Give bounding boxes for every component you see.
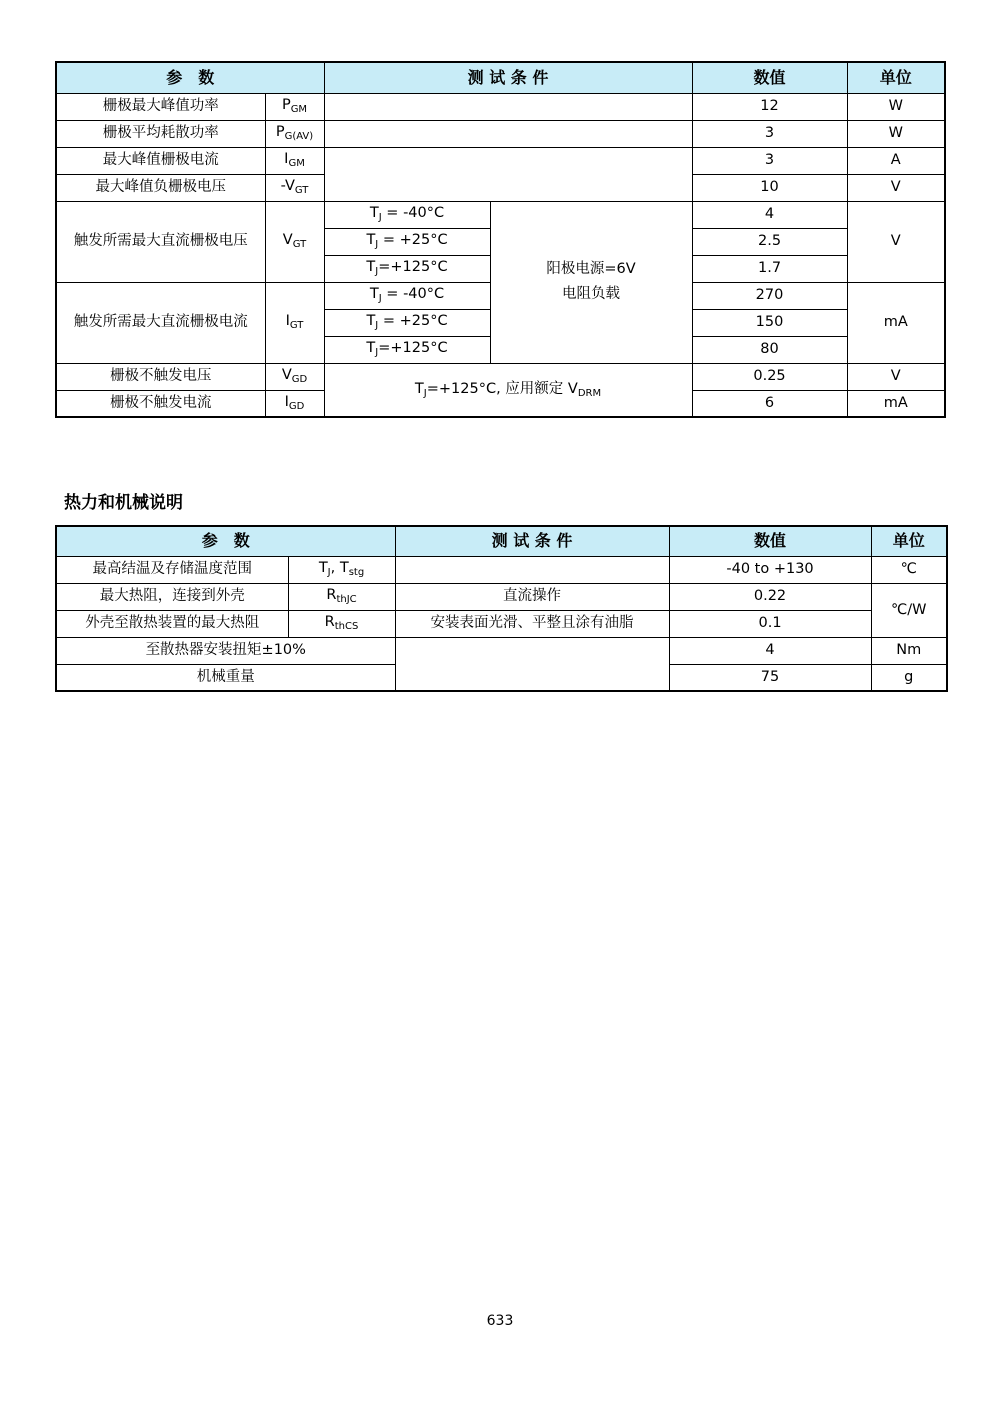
param-name: 栅极平均耗散功率 bbox=[56, 120, 265, 147]
param-value: 12 bbox=[692, 93, 847, 120]
temperature-condition: $T_J=+125^\circ C$ bbox=[324, 255, 490, 282]
param-symbol: $T_J$, $T_{stg}$ bbox=[288, 556, 395, 583]
table-row bbox=[56, 610, 947, 637]
param-unit: Nm bbox=[871, 637, 947, 664]
param-value: 3 bbox=[692, 147, 847, 174]
table-row bbox=[56, 93, 945, 120]
section-title: 热力和机械说明 bbox=[64, 493, 183, 513]
table-row bbox=[56, 147, 945, 174]
param-unit: g bbox=[871, 664, 947, 691]
param-unit: ℃ bbox=[871, 556, 947, 583]
test-condition-empty bbox=[395, 637, 669, 691]
param-unit: mA bbox=[847, 282, 945, 363]
param-value: 150 bbox=[692, 309, 847, 336]
table-row bbox=[56, 556, 947, 583]
param-value: 80 bbox=[692, 336, 847, 363]
param-value: 0.22 bbox=[669, 583, 871, 610]
table-row bbox=[56, 120, 945, 147]
table-row bbox=[56, 583, 947, 610]
param-symbol: $V_{GD}$ bbox=[265, 363, 324, 390]
header-unit: 单位 bbox=[847, 62, 945, 93]
temperature-condition: $T_J = -40^\circ C$ bbox=[324, 201, 490, 228]
header-unit: 单位 bbox=[871, 526, 947, 556]
param-value: 270 bbox=[692, 282, 847, 309]
table-row bbox=[56, 201, 945, 228]
header-value: 数值 bbox=[669, 526, 871, 556]
param-name: 栅极最大峰值功率 bbox=[56, 93, 265, 120]
param-name: 外壳至散热装置的最大热阻 bbox=[56, 610, 288, 637]
header-test-conditions: 测 试 条 件 bbox=[324, 62, 692, 93]
param-symbol: $R_{thJC}$ bbox=[288, 583, 395, 610]
param-symbol: $I_{GD}$ bbox=[265, 390, 324, 417]
param-symbol: $I_{GT}$ bbox=[265, 282, 324, 363]
param-unit: W bbox=[847, 120, 945, 147]
param-unit: V bbox=[847, 201, 945, 282]
test-condition: 直流操作 bbox=[395, 583, 669, 610]
param-symbol: $I_{GM}$ bbox=[265, 147, 324, 174]
param-unit: V bbox=[847, 174, 945, 201]
table-header-row bbox=[56, 526, 947, 556]
param-value: 0.25 bbox=[692, 363, 847, 390]
param-name: 至散热器安装扭矩±10% bbox=[56, 637, 395, 664]
shared-test-condition bbox=[490, 201, 692, 363]
param-value: 75 bbox=[669, 664, 871, 691]
table-header-row bbox=[56, 62, 945, 93]
param-unit: ℃/W bbox=[871, 583, 947, 637]
param-name: 栅极不触发电压 bbox=[56, 363, 265, 390]
param-name: 最大峰值栅极电流 bbox=[56, 147, 265, 174]
param-value: -40 to +130 bbox=[669, 556, 871, 583]
param-value: 1.7 bbox=[692, 255, 847, 282]
param-symbol: $R_{thCS}$ bbox=[288, 610, 395, 637]
param-value: 6 bbox=[692, 390, 847, 417]
param-unit: mA bbox=[847, 390, 945, 417]
param-name: 触发所需最大直流栅极电压 bbox=[56, 201, 265, 282]
param-value: 0.1 bbox=[669, 610, 871, 637]
param-name: 最高结温及存储温度范围 bbox=[56, 556, 288, 583]
param-name: 最大峰值负栅极电压 bbox=[56, 174, 265, 201]
param-unit: A bbox=[847, 147, 945, 174]
param-value: 4 bbox=[692, 201, 847, 228]
thermal-mechanical-table bbox=[55, 525, 948, 692]
test-condition-empty bbox=[324, 93, 692, 120]
param-value: 4 bbox=[669, 637, 871, 664]
param-unit: W bbox=[847, 93, 945, 120]
param-name: 最大热阻，连接到外壳 bbox=[56, 583, 288, 610]
temperature-condition: $T_J = +25^\circ C$ bbox=[324, 228, 490, 255]
temperature-condition: $T_J=+125^\circ C$ bbox=[324, 336, 490, 363]
header-value: 数值 bbox=[692, 62, 847, 93]
param-name: 机械重量 bbox=[56, 664, 395, 691]
table-row bbox=[56, 363, 945, 390]
rated-voltage-condition: $T_J=+125^\circ C$, 应用额定 $V_{DRM}$ bbox=[324, 363, 692, 417]
param-symbol: $-V_{GT}$ bbox=[265, 174, 324, 201]
table-row bbox=[56, 637, 947, 664]
header-parameter: 参 数 bbox=[56, 526, 395, 556]
param-name: 栅极不触发电流 bbox=[56, 390, 265, 417]
temperature-condition: $T_J = +25^\circ C$ bbox=[324, 309, 490, 336]
test-condition-empty bbox=[324, 147, 692, 201]
gate-characteristics-table bbox=[55, 61, 946, 418]
test-condition-empty bbox=[324, 120, 692, 147]
anode-supply-text: 阳极电源=6V bbox=[546, 261, 636, 278]
temperature-condition: $T_J = -40^\circ C$ bbox=[324, 282, 490, 309]
param-value: 3 bbox=[692, 120, 847, 147]
param-name: 触发所需最大直流栅极电流 bbox=[56, 282, 265, 363]
param-symbol: $V_{GT}$ bbox=[265, 201, 324, 282]
param-value: 10 bbox=[692, 174, 847, 201]
test-condition: 安装表面光滑、平整且涂有油脂 bbox=[395, 610, 669, 637]
param-value: 2.5 bbox=[692, 228, 847, 255]
header-parameter: 参 数 bbox=[56, 62, 324, 93]
param-symbol: $P_{G(AV)}$ bbox=[265, 120, 324, 147]
param-unit: V bbox=[847, 363, 945, 390]
header-test-conditions: 测 试 条 件 bbox=[395, 526, 669, 556]
test-condition-empty bbox=[395, 556, 669, 583]
resistive-load-text: 电阻负载 bbox=[562, 286, 621, 302]
param-symbol: $P_{GM}$ bbox=[265, 93, 324, 120]
page-number: 633 bbox=[486, 1313, 514, 1329]
